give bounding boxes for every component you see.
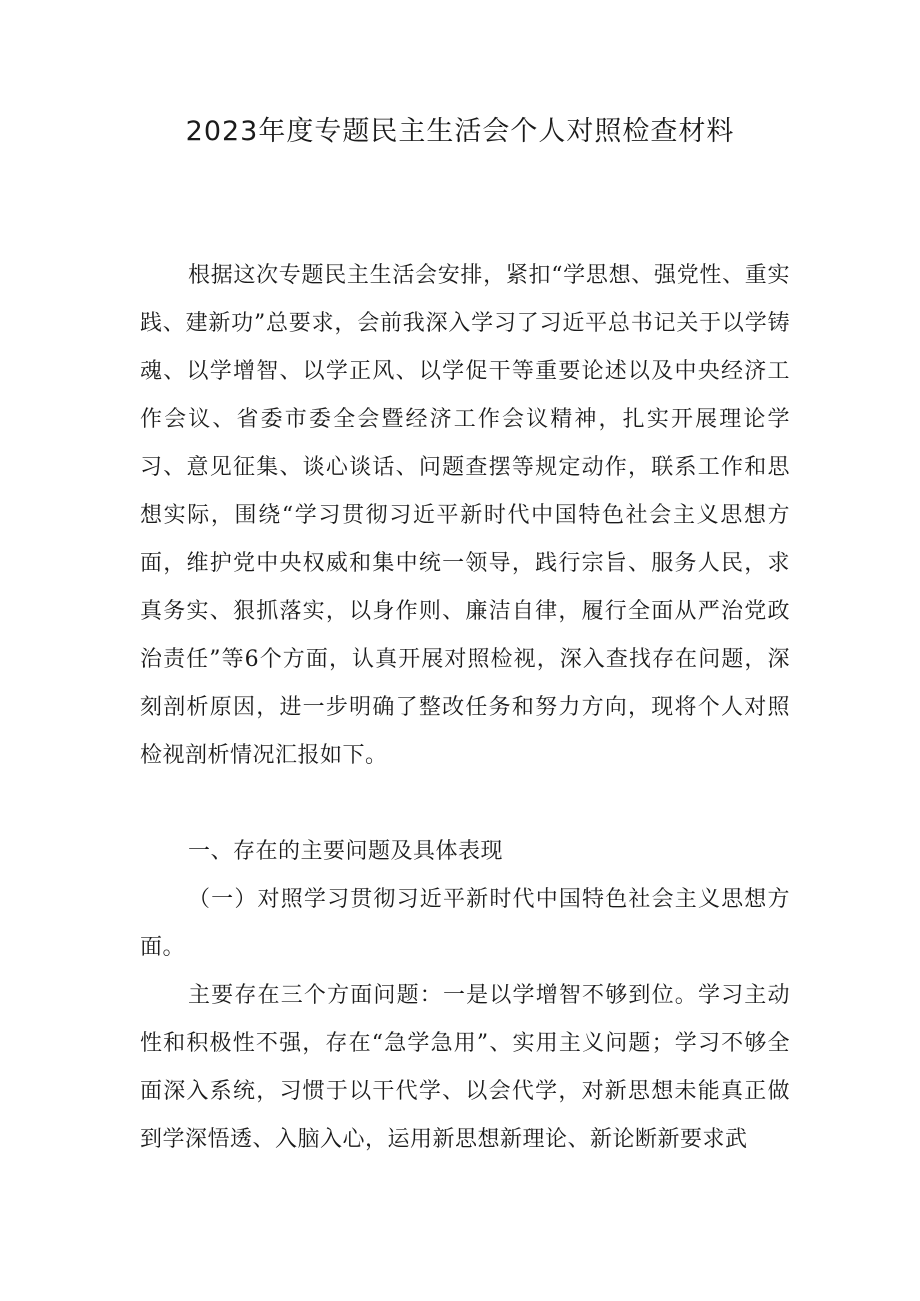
subsection-heading: （一）对照学习贯彻习近平新时代中国特色社会主义思想方面。: [140, 887, 790, 960]
intro-paragraph: 根据这次专题民主生活会安排，紧扣“学思想、强党性、重实践、建新功”总要求，会前我深入学习了习近平总书记关于以学铸魂、以学增智、以学正风、以学促干等重要论述以及中央经济工作会议、省委市委全会暨经济工作会议精神，扎实开展理论学习、意见征集、谈心谈话、问题查摆等规定动作，联系工作和思想实际，围绕“学习贯彻习近平新时代中国特色社会主义思想方面，维护党中央权威和集中统一领导，践行宗旨、服务人民，求真务实、狠抓落实，以身作则、廉洁自律，履行全面从严治党政治责任”等6个方面，认真开展对照检视，深入查找存在问题，深刻剖析原因，进一步明确了整改任务和努力方向，现将个人对照检视剖析情况汇报如下。: [140, 263, 790, 768]
document-title: 2023年度专题民主生活会个人对照检查材料: [185, 116, 735, 147]
section-heading: 一、存在的主要问题及具体表现: [188, 839, 504, 864]
body-paragraph: 主要存在三个方面问题：一是以学增智不够到位。学习主动性和积极性不强，存在“急学急用”、实用主义问题；学习不够全面深入系统，习惯于以干代学、以会代学，对新思想未能真正做到学深悟透、入脑入心，运用新思想新理论、新论断新要求武: [140, 983, 790, 1152]
